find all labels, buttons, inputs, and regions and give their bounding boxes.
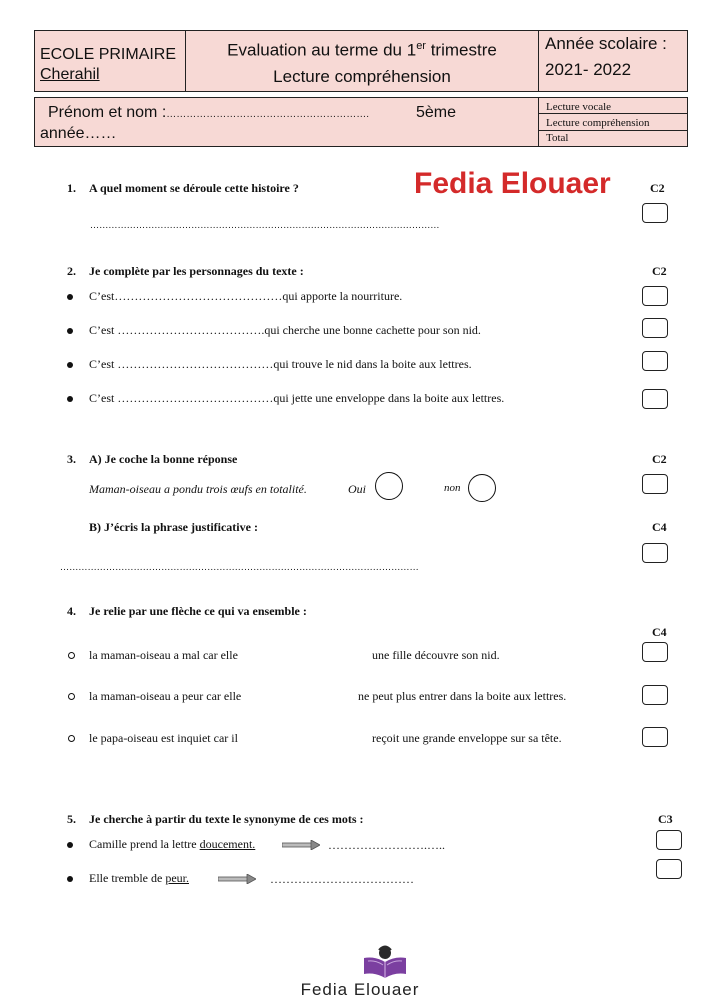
year-value: 2021- 2022 <box>545 60 632 79</box>
q3-score-box-b[interactable] <box>642 543 668 563</box>
q2-number: 2. <box>67 264 76 278</box>
bullet <box>67 876 73 882</box>
year-label: Année scolaire : <box>545 34 667 53</box>
hollow-bullet <box>68 693 75 700</box>
q5-sentence-2: Elle tremble de peur. <box>89 871 189 885</box>
q5-text: Je cherche à partir du texte le synonyme de ces mots : <box>89 812 364 826</box>
hollow-bullet <box>68 652 75 659</box>
q1-text: A quel moment se déroule cette histoire ? <box>89 181 299 195</box>
q4-left-2: la maman-oiseau a peur car elle <box>89 689 242 703</box>
q1-criterion: C2 <box>650 181 665 195</box>
q1-number: 1. <box>67 181 76 195</box>
q3-score-box-a[interactable] <box>642 474 668 494</box>
hollow-bullet <box>68 735 75 742</box>
score-divider-1 <box>539 113 687 114</box>
name-label: Prénom et nom :……………………………………………………. <box>48 104 370 121</box>
q4-score-box-3[interactable] <box>642 727 668 747</box>
q4-text: Je relie par une flèche ce qui va ensemble : <box>89 604 307 618</box>
q5-score-box-1[interactable] <box>656 830 682 850</box>
footer-brand: Fedia Elouaer <box>300 980 420 999</box>
q5-word-2: peur. <box>165 871 189 885</box>
q2-text: Je complète par les personnages du texte : <box>89 264 304 278</box>
q2-item-3: C’est …………………………………qui trouve le nid dans la boite aux lettres. <box>89 357 472 371</box>
book-logo-icon <box>360 944 410 980</box>
q4-criterion: C4 <box>652 625 667 639</box>
q3-number: 3. <box>67 452 76 466</box>
q5-answer-1[interactable]: …………………….….. <box>328 838 445 852</box>
bullet <box>67 328 73 334</box>
q2-score-box-4[interactable] <box>642 389 668 409</box>
q4-score-box-1[interactable] <box>642 642 668 662</box>
bullet <box>67 842 73 848</box>
q4-right-3: reçoit une grande enveloppe sur sa tête. <box>372 731 562 745</box>
q4-left-1: la maman-oiseau a mal car elle <box>89 648 238 662</box>
q5-answer-2[interactable]: ……………………………… <box>270 872 414 886</box>
q2-item-2: C’est ……………………………….qui cherche une bonne cachette pour son nid. <box>89 323 481 337</box>
q3-criterion-b: C4 <box>652 520 667 534</box>
q3-non-label: non <box>444 482 461 494</box>
q5-criterion: C3 <box>658 812 673 826</box>
school-name: ECOLE PRIMAIRE <box>40 46 177 63</box>
q2-score-box-1[interactable] <box>642 286 668 306</box>
q5-number: 5. <box>67 812 76 826</box>
q3-non-circle[interactable] <box>468 474 496 502</box>
score-divider-2 <box>539 130 687 131</box>
arrow-right-icon <box>218 874 256 884</box>
score-total: Total <box>546 132 569 144</box>
watermark-text: Fedia Elouaer <box>414 167 611 200</box>
school-town: Cherahil <box>40 66 100 83</box>
score-vocale: Lecture vocale <box>546 101 612 113</box>
q4-number: 4. <box>67 604 76 618</box>
q5-word-1: doucement. <box>199 837 256 851</box>
bullet <box>67 362 73 368</box>
q3-answer-line[interactable]: ……………………………………………………………………………………………………… <box>60 562 419 572</box>
bullet <box>67 396 73 402</box>
eval-title: Evaluation au terme du 1er trimestre <box>227 40 497 60</box>
q4-right-1: une fille découvre son nid. <box>372 648 500 662</box>
q3-text-a: A) Je coche la bonne réponse <box>89 452 238 466</box>
q1-score-box[interactable] <box>642 203 668 223</box>
bullet <box>67 294 73 300</box>
q2-criterion: C2 <box>652 264 667 278</box>
q3-criterion-a: C2 <box>652 452 667 466</box>
score-comprehension: Lecture compréhension <box>546 117 650 129</box>
q5-score-box-2[interactable] <box>656 859 682 879</box>
q1-answer-line[interactable]: …………………………………………………………………………………………………… <box>90 220 440 230</box>
q2-item-1: C’est……………………………………qui apporte la nourriture. <box>89 289 403 303</box>
class-label: 5ème <box>416 104 457 121</box>
q3-text-b: B) J’écris la phrase justificative : <box>89 520 258 534</box>
annee-label: année…… <box>40 125 117 142</box>
q2-score-box-2[interactable] <box>642 318 668 338</box>
subject-title: Lecture compréhension <box>273 67 451 86</box>
q2-item-4: C’est …………………………………qui jette une enveloppe dans la boite aux lettres. <box>89 391 505 405</box>
q5-sentence-1: Camille prend la lettre doucement. <box>89 837 256 851</box>
arrow-right-icon <box>282 840 320 850</box>
q4-right-2: ne peut plus entrer dans la boite aux lettres. <box>358 689 567 703</box>
q4-left-3: le papa-oiseau est inquiet car il <box>89 731 238 745</box>
q3-statement: Maman-oiseau a pondu trois œufs en totalité. <box>89 482 307 496</box>
q3-oui-label: Oui <box>348 482 366 496</box>
q4-score-box-2[interactable] <box>642 685 668 705</box>
q3-oui-circle[interactable] <box>375 472 403 500</box>
q2-score-box-3[interactable] <box>642 351 668 371</box>
